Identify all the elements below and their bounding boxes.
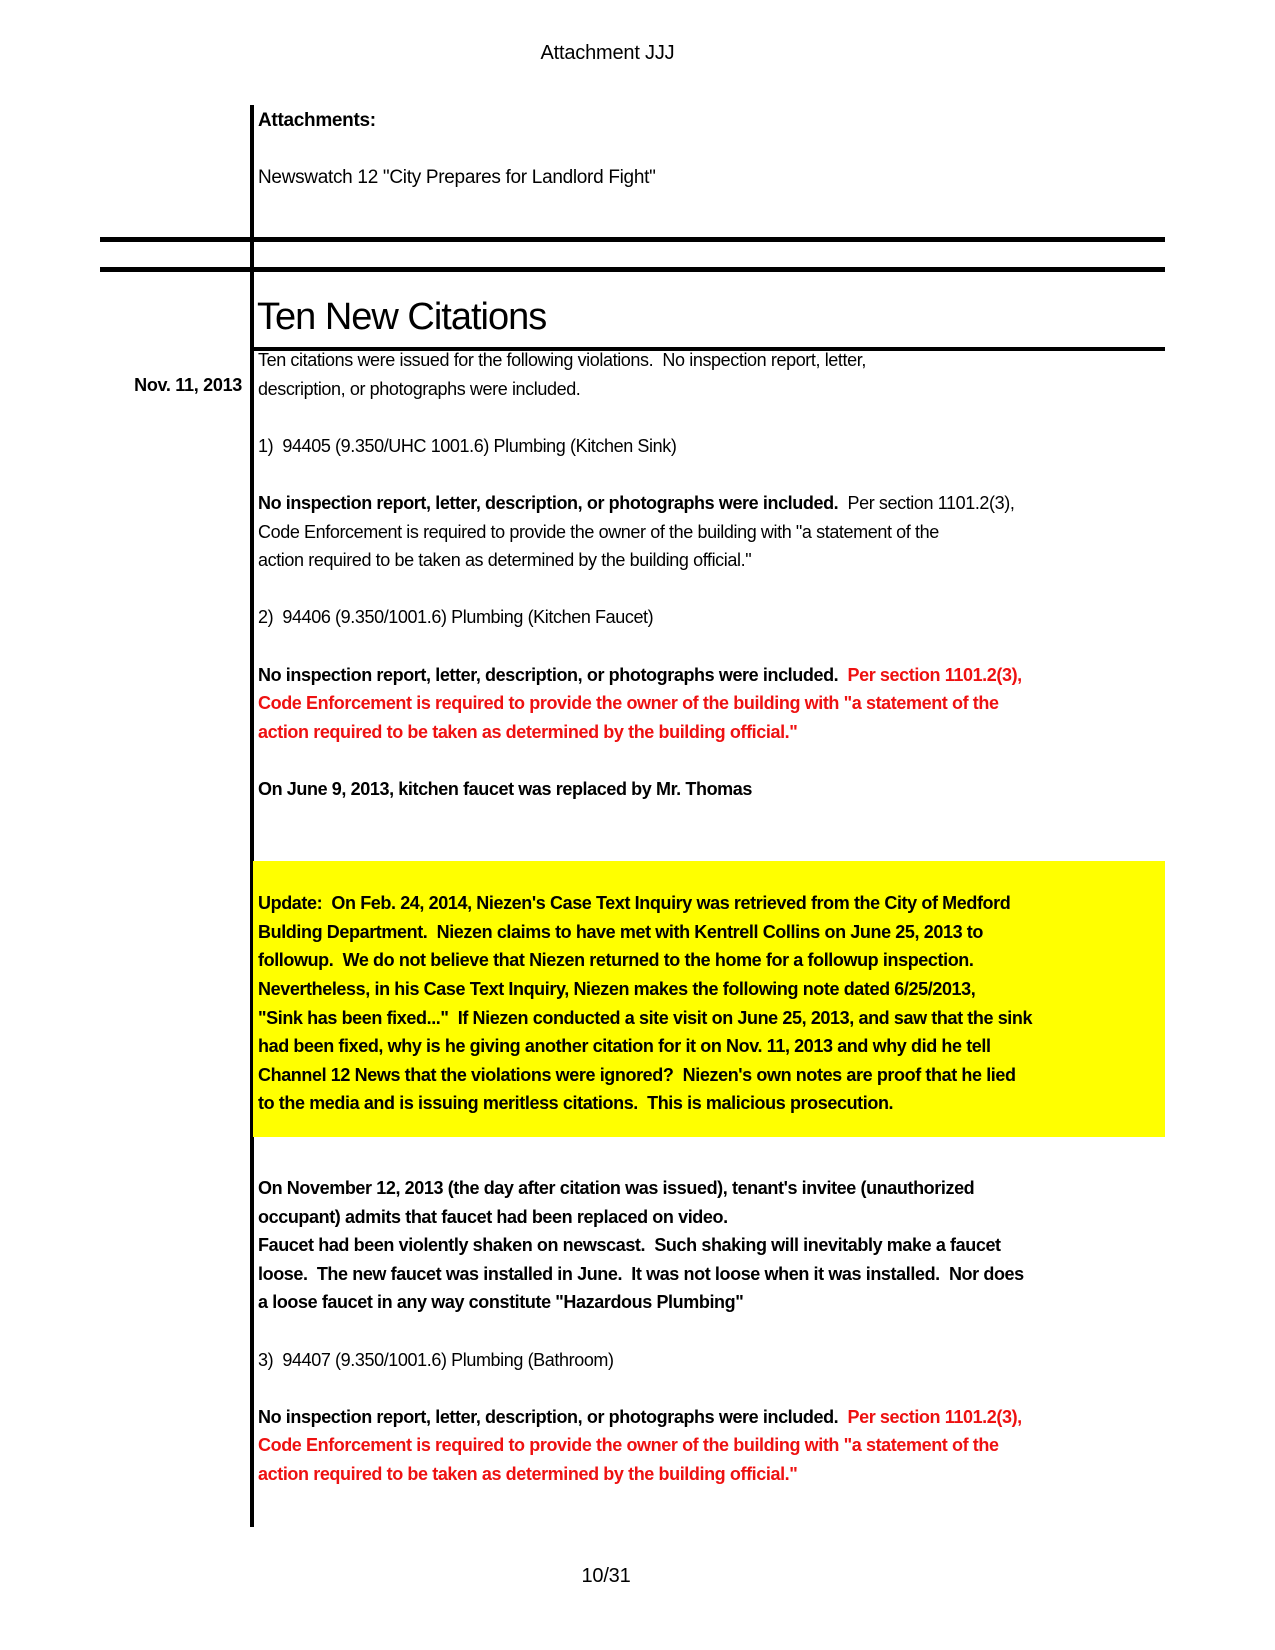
table-divider-top bbox=[100, 237, 1165, 242]
body-text-segment: Update: On Feb. 24, 2014, Niezen's Case Text Inquiry was retrieved from the City of Medford bbox=[258, 893, 1011, 914]
body-line bbox=[253, 1317, 1165, 1346]
body-text-segment: Channel 12 News that the violations were ignored? Niezen's own notes are proof that he lied bbox=[258, 1064, 1016, 1085]
body-line bbox=[253, 1460, 1165, 1489]
section-title: Ten New Citations bbox=[257, 296, 547, 338]
body-text-segment: No inspection report, letter, description, or photographs were included. bbox=[258, 1406, 839, 1427]
body-text-segment: to the media and is issuing meritless citations. This is malicious prosecution. bbox=[258, 1093, 894, 1114]
body-text-segment: Code Enforcement is required to provide the owner of the building with "a statement of the bbox=[258, 521, 939, 542]
body-text-segment: description, or photographs were included. bbox=[258, 378, 581, 399]
body-line bbox=[253, 1061, 1165, 1090]
body-line bbox=[253, 1288, 1165, 1317]
body-line bbox=[253, 775, 1165, 804]
body-line bbox=[253, 546, 1165, 575]
body-line bbox=[253, 1431, 1165, 1460]
body-line bbox=[253, 403, 1165, 432]
body-text-segment: action required to be taken as determined by the building official." bbox=[258, 550, 752, 571]
body-line bbox=[253, 1346, 1165, 1375]
body-line bbox=[253, 661, 1165, 690]
body-text-segment: No inspection report, letter, description, or photographs were included. bbox=[258, 664, 839, 685]
body-line bbox=[253, 1374, 1165, 1403]
body-text-segment: Bulding Department. Niezen claims to have met with Kentrell Collins on June 25, 2013 to bbox=[258, 921, 983, 942]
body-text-segment: 1) 94405 (9.350/UHC 1001.6) Plumbing (Kitchen Sink) bbox=[258, 435, 677, 456]
body-line bbox=[253, 918, 1165, 947]
footer-page-number: 10/31 bbox=[581, 1565, 631, 1587]
body-text-segment: On June 9, 2013, kitchen faucet was replaced by Mr. Thomas bbox=[258, 778, 752, 799]
body-text-segment: Per section 1101.2(3), bbox=[838, 1406, 1022, 1427]
body-text-segment: No inspection report, letter, description, or photographs were included. bbox=[258, 492, 839, 513]
body-text-segment: Code Enforcement is required to provide the owner of the building with "a statement of the bbox=[258, 1435, 999, 1456]
body-text-segment: Faucet had been violently shaken on newscast. Such shaking will inevitably make a faucet bbox=[258, 1235, 1001, 1256]
body-text-segment: "Sink has been fixed..." If Niezen conducted a site visit on June 25, 2013, and saw that the sink bbox=[258, 1007, 1033, 1028]
body-text-segment: occupant) admits that faucet had been replaced on video. bbox=[258, 1206, 728, 1227]
body-line bbox=[253, 832, 1165, 861]
body-line bbox=[253, 432, 1165, 461]
body-text-segment: a loose faucet in any way constitute "Hazardous Plumbing" bbox=[258, 1292, 744, 1313]
body-text-segment: had been fixed, why is he giving another citation for it on Nov. 11, 2013 and why did he tell bbox=[258, 1036, 991, 1057]
attachments-label: Attachments: bbox=[258, 110, 376, 131]
body-text-segment: Nevertheless, in his Case Text Inquiry, Niezen makes the following note dated 6/25/2013, bbox=[258, 979, 976, 1000]
body-text-segment: action required to be taken as determined by the building official." bbox=[258, 721, 798, 742]
body-text-segment: loose. The new faucet was installed in June. It was not loose when it was installed. Nor does bbox=[258, 1263, 1024, 1284]
body-line bbox=[253, 861, 1165, 890]
body-line bbox=[253, 689, 1165, 718]
body-text-segment: Ten citations were issued for the following violations. No inspection report, letter, bbox=[258, 350, 866, 370]
body-line bbox=[253, 1203, 1165, 1232]
entry-date: Nov. 11, 2013 bbox=[134, 375, 242, 395]
body-text-segment: Per section 1101.2(3), bbox=[838, 664, 1022, 685]
document-body bbox=[253, 346, 1165, 1489]
body-line bbox=[253, 975, 1165, 1004]
body-line bbox=[253, 804, 1165, 833]
body-line bbox=[253, 518, 1165, 547]
body-line bbox=[253, 603, 1165, 632]
body-text-segment: On November 12, 2013 (the day after citation was issued), tenant's invitee (unauthorized bbox=[258, 1178, 975, 1199]
body-line bbox=[253, 746, 1165, 775]
body-line bbox=[253, 1403, 1165, 1432]
body-line bbox=[253, 1032, 1165, 1061]
body-line bbox=[253, 1089, 1165, 1118]
body-line bbox=[253, 375, 1165, 404]
page-header-title: Attachment JJJ bbox=[540, 42, 675, 64]
body-line bbox=[253, 1260, 1165, 1289]
body-line bbox=[253, 1004, 1165, 1033]
body-line bbox=[253, 460, 1165, 489]
body-text-segment: 3) 94407 (9.350/1001.6) Plumbing (Bathroom) bbox=[258, 1349, 614, 1370]
body-line bbox=[253, 946, 1165, 975]
body-line bbox=[253, 1174, 1165, 1203]
body-line bbox=[253, 489, 1165, 518]
table-divider-bottom bbox=[100, 267, 1165, 272]
body-line bbox=[253, 346, 1165, 375]
body-line bbox=[253, 718, 1165, 747]
body-line bbox=[253, 1118, 1165, 1137]
body-line bbox=[253, 1231, 1165, 1260]
body-line bbox=[253, 632, 1165, 661]
body-text-segment: Code Enforcement is required to provide the owner of the building with "a statement of the bbox=[258, 693, 999, 714]
body-text-segment: Per section 1101.2(3), bbox=[838, 492, 1015, 513]
body-line bbox=[253, 1137, 1165, 1174]
body-line bbox=[253, 575, 1165, 604]
attachment-item: Newswatch 12 "City Prepares for Landlord Fight" bbox=[258, 167, 656, 188]
body-text-segment: 2) 94406 (9.350/1001.6) Plumbing (Kitchen Faucet) bbox=[258, 607, 654, 628]
body-line bbox=[253, 889, 1165, 918]
body-text-segment: followup. We do not believe that Niezen returned to the home for a followup inspection. bbox=[258, 950, 974, 971]
body-text-segment: action required to be taken as determined by the building official." bbox=[258, 1463, 798, 1484]
